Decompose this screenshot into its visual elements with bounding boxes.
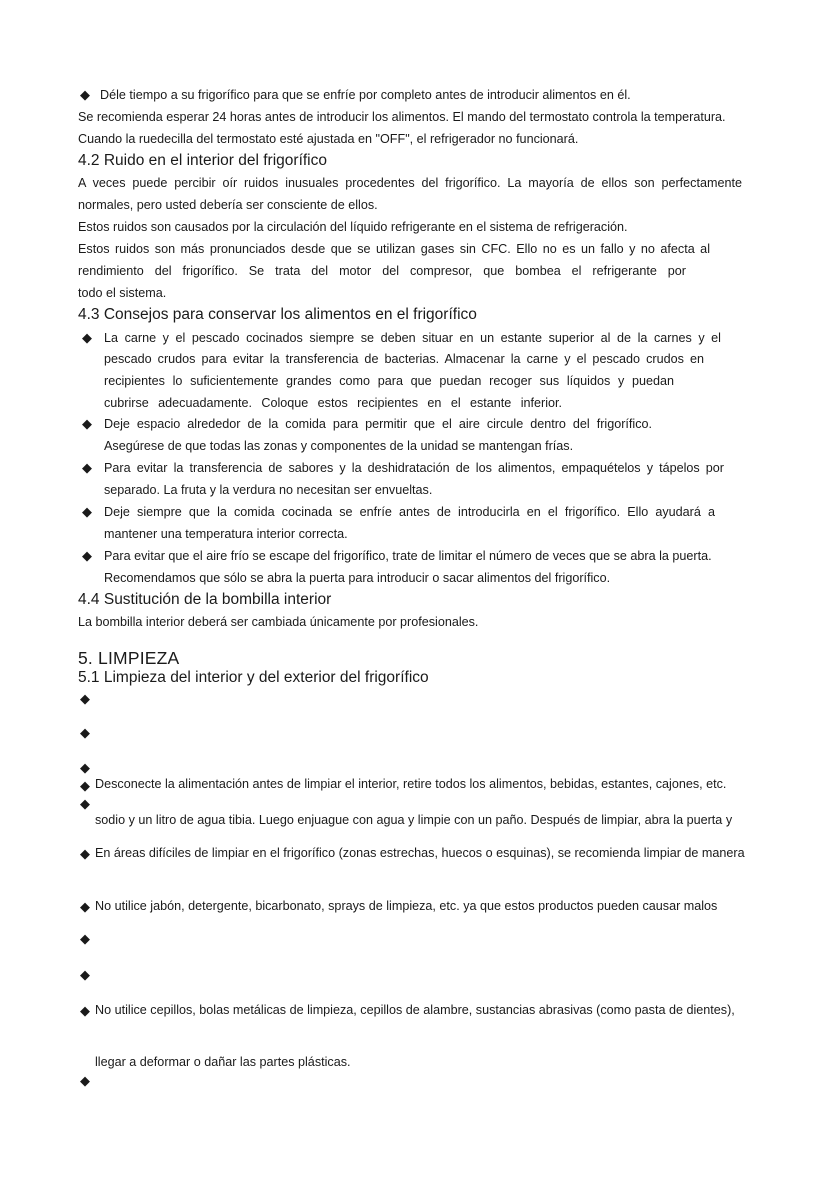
- s44-text: La bombilla interior deberá ser cambiada únicamente por profesionales.: [78, 615, 479, 629]
- s43-b5-line-1: Para evitar que el aire frío se escape del frigorífico, trate de limitar el número de veces que se abra la puerta.: [104, 549, 712, 563]
- section-5-title: 5. LIMPIEZA: [78, 648, 180, 668]
- s43-b4-line-2: mantener una temperatura interior correcta.: [104, 527, 348, 541]
- s5-deformar-text: llegar a deformar o dañar las partes plásticas.: [95, 1055, 351, 1069]
- s5-jabon-text: No utilice jabón, detergente, bicarbonato, sprays de limpieza, etc. ya que estos productos pueden causar malos: [95, 899, 718, 913]
- s5-areas-text: En áreas difíciles de limpiar en el frigorífico (zonas estrechas, huecos o esquinas), se recomienda limpiar de manera: [95, 846, 745, 860]
- bullet-icon: ◆: [80, 931, 90, 946]
- bullet-icon: ◆: [80, 691, 90, 706]
- bullet-icon: ◆: [80, 725, 90, 740]
- s42-p1-line-1: A veces puede percibir oír ruidos inusuales procedentes del frigorífico. La mayoría de ellos son perfectamente: [78, 176, 742, 190]
- s43-b1-line-2: pescado crudos para evitar la transferencia de bacterias. Almacenar la carne y el pescado crudos en: [104, 352, 704, 366]
- s43-b5-line-2: Recomendamos que sólo se abra la puerta para introducir o sacar alimentos del frigorífico.: [104, 571, 611, 585]
- s43-b2-line-2: Asegúrese de que todas las zonas y componentes de la unidad se mantengan frías.: [104, 439, 574, 453]
- s5-cepillos-text: No utilice cepillos, bolas metálicas de limpieza, cepillos de alambre, sustancias abrasivas (como pasta de dientes),: [95, 1003, 735, 1017]
- bullet-icon: ◆: [82, 504, 92, 519]
- bullet-icon: ◆: [80, 1003, 90, 1018]
- bullet-icon: ◆: [80, 899, 90, 914]
- s42-p3-line-1: Estos ruidos son más pronunciados desde que se utilizan gases sin CFC. Ello no es un fallo y no afecta al: [78, 242, 710, 256]
- s43-b1-line-1: La carne y el pescado cocinados siempre se deben situar en un estante superior al de la carnes y el: [104, 331, 721, 345]
- bullet-icon: ◆: [80, 796, 90, 811]
- s43-b3-line-2: separado. La fruta y la verdura no necesitan ser envueltas.: [104, 483, 433, 497]
- bullet-icon: ◆: [80, 846, 90, 861]
- s43-b1-line-4: cubrirse adecuadamente. Coloque estos recipientes en el estante inferior.: [104, 396, 562, 410]
- s5-sodio-text: sodio y un litro de agua tibia. Luego enjuague con agua y limpie con un paño. Después de limpiar, abra la puerta y: [95, 813, 733, 827]
- section-4-2-title: 4.2 Ruido en el interior del frigorífico: [78, 152, 327, 169]
- section-4-4-title: 4.4 Sustitución de la bombilla interior: [78, 591, 332, 608]
- bullet-icon: ◆: [82, 460, 92, 475]
- bullet-icon: ◆: [82, 416, 92, 431]
- bullet-icon: ◆: [80, 760, 90, 775]
- s43-b1-line-3: recipientes lo suficientemente grandes como para que puedan recoger sus líquidos y puedan: [104, 374, 674, 388]
- bullet-icon: ◆: [80, 87, 90, 102]
- section-5-1-title: 5.1 Limpieza del interior y del exterior del frigorífico: [78, 669, 429, 686]
- intro-line-1: Se recomienda esperar 24 horas antes de introducir los alimentos. El mando del termostato controla la temperatura.: [78, 110, 726, 124]
- intro-line-2: Cuando la ruedecilla del termostato esté ajustada en "OFF", el refrigerador no funcionará.: [78, 132, 579, 146]
- s43-b4-line-1: Deje siempre que la comida cocinada se enfríe antes de introducirla en el frigorífico. Ello ayudará a: [104, 505, 715, 519]
- bullet-icon: ◆: [80, 778, 90, 793]
- section-4-3-title: 4.3 Consejos para conservar los alimentos en el frigorífico: [78, 306, 477, 323]
- s5-disconnect-text: Desconecte la alimentación antes de limpiar el interior, retire todos los alimentos, bebidas, estantes, cajones, etc.: [95, 777, 727, 791]
- s42-p3-line-3: todo el sistema.: [78, 286, 167, 300]
- bullet-icon: ◆: [80, 1073, 90, 1088]
- s43-b2-line-1: Deje espacio alrededor de la comida para permitir que el aire circule dentro del frigorífico.: [104, 417, 652, 431]
- bullet-icon: ◆: [80, 967, 90, 982]
- s42-p2: Estos ruidos son causados por la circulación del líquido refrigerante en el sistema de refrigeración.: [78, 220, 628, 234]
- bullet-icon: ◆: [82, 548, 92, 563]
- s42-p1-line-2: normales, pero usted debería ser consciente de ellos.: [78, 198, 378, 212]
- bullet-icon: ◆: [82, 330, 92, 345]
- s43-b3-line-1: Para evitar la transferencia de sabores y la deshidratación de los alimentos, empaquételos y tápelos por: [104, 461, 724, 475]
- s42-p3-line-2: rendimiento del frigorífico. Se trata del motor del compresor, que bombea el refrigerante por: [78, 264, 686, 278]
- intro-bullet-text: Déle tiempo a su frigorífico para que se enfríe por completo antes de introducir alimentos en él.: [100, 88, 631, 102]
